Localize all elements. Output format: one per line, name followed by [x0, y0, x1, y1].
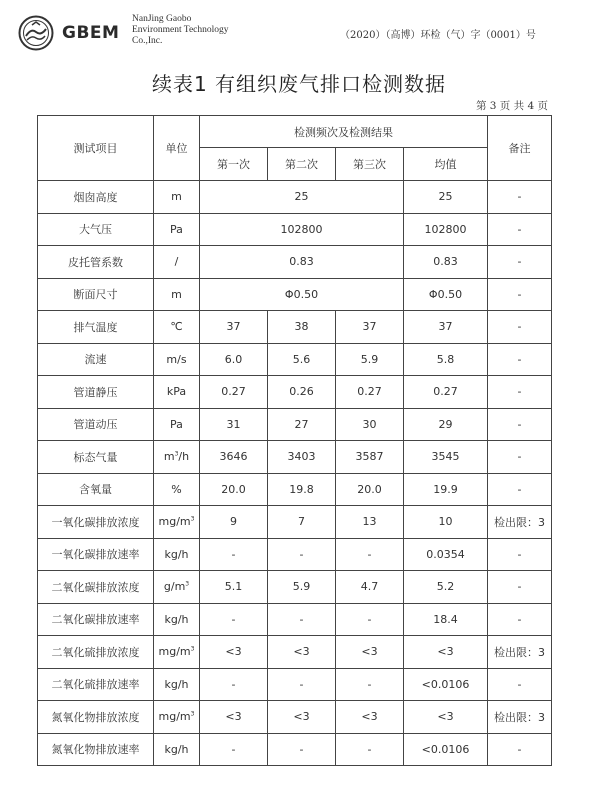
- table-row: [38, 408, 552, 441]
- table-row: [38, 603, 552, 636]
- cell-first: 31: [200, 408, 268, 441]
- cell-item: 大气压: [38, 213, 154, 246]
- cell-second: 0.26: [268, 376, 336, 409]
- cell-unit: kPa: [154, 376, 200, 409]
- cell-unit: kg/h: [154, 538, 200, 571]
- cell-second: <3: [268, 636, 336, 669]
- unit-base: mg/m: [158, 710, 191, 724]
- cell-second: 3403: [268, 441, 336, 474]
- cell-average: Φ0.50: [404, 278, 488, 311]
- cell-note: -: [488, 668, 552, 701]
- cell-item: 管道静压: [38, 376, 154, 409]
- unit-superscript: 3: [185, 580, 190, 588]
- unit-superscript: 3: [190, 645, 195, 653]
- cell-second: -: [268, 668, 336, 701]
- cell-note: 检出限：3: [488, 636, 552, 669]
- cell-second: 27: [268, 408, 336, 441]
- cell-average: 0.0354: [404, 538, 488, 571]
- cell-first: -: [200, 603, 268, 636]
- unit-base: mg/m: [158, 645, 191, 659]
- cell-note: 检出限：3: [488, 506, 552, 539]
- cell-item: 标态气量: [38, 441, 154, 474]
- cell-first: <3: [200, 636, 268, 669]
- cell-note: -: [488, 246, 552, 279]
- emission-data-table: [37, 115, 552, 766]
- company-name-line2: Environment Technology: [132, 25, 229, 35]
- cell-average: 0.83: [404, 246, 488, 279]
- cell-second: 5.6: [268, 343, 336, 376]
- cell-item: 一氧化碳排放速率: [38, 538, 154, 571]
- cell-merged-value: 102800: [200, 213, 404, 246]
- cell-average: 3545: [404, 441, 488, 474]
- cell-average: 102800: [404, 213, 488, 246]
- cell-second: -: [268, 733, 336, 766]
- company-name-line1: NanJing Gaobo: [132, 14, 192, 24]
- unit-base: mg/m: [158, 515, 191, 529]
- header-unit: 单位: [154, 116, 200, 181]
- cell-average: 5.2: [404, 571, 488, 604]
- table-row: [38, 278, 552, 311]
- cell-first: 20.0: [200, 473, 268, 506]
- cell-second: <3: [268, 701, 336, 734]
- page-title: 续表1 有组织废气排口检测数据: [151, 72, 447, 96]
- unit-base: g/m: [163, 580, 186, 594]
- header-results: 检测频次及检测结果: [200, 116, 488, 148]
- table-row: [38, 701, 552, 734]
- table-row: [38, 311, 552, 344]
- cell-third: 5.9: [336, 343, 404, 376]
- cell-note: -: [488, 311, 552, 344]
- cell-third: -: [336, 668, 404, 701]
- cell-unit: m/s: [154, 343, 200, 376]
- table-row: [38, 343, 552, 376]
- table-row: [38, 571, 552, 604]
- unit-base: m: [163, 450, 175, 464]
- cell-average: 25: [404, 181, 488, 214]
- unit-tail: /h: [178, 450, 190, 464]
- cell-first: -: [200, 733, 268, 766]
- cell-item: 皮托管系数: [38, 246, 154, 279]
- cell-note: -: [488, 441, 552, 474]
- cell-unit: /: [154, 246, 200, 279]
- company-logo-icon: [18, 15, 54, 51]
- cell-average: 29: [404, 408, 488, 441]
- logo-text: GBEM: [62, 23, 120, 43]
- cell-unit: [154, 571, 200, 604]
- cell-second: 7: [268, 506, 336, 539]
- cell-item: 二氧化硫排放浓度: [38, 636, 154, 669]
- cell-first: -: [200, 538, 268, 571]
- subheader-second: 第二次: [268, 148, 336, 181]
- report-number: （2020）（高博）环检（气）字（0001）号: [340, 30, 536, 41]
- cell-third: -: [336, 733, 404, 766]
- cell-third: 37: [336, 311, 404, 344]
- cell-unit: [154, 506, 200, 539]
- unit-superscript: 3: [190, 710, 195, 718]
- cell-note: -: [488, 733, 552, 766]
- cell-second: -: [268, 603, 336, 636]
- table-row: [38, 668, 552, 701]
- cell-average: 5.8: [404, 343, 488, 376]
- cell-third: <3: [336, 701, 404, 734]
- cell-third: -: [336, 603, 404, 636]
- cell-second: 19.8: [268, 473, 336, 506]
- cell-unit: kg/h: [154, 733, 200, 766]
- company-name-line3: Co.,Inc.: [132, 36, 163, 46]
- cell-average: 37: [404, 311, 488, 344]
- cell-average: <3: [404, 636, 488, 669]
- cell-third: 3587: [336, 441, 404, 474]
- cell-second: 5.9: [268, 571, 336, 604]
- cell-first: 6.0: [200, 343, 268, 376]
- cell-note: -: [488, 213, 552, 246]
- cell-first: 9: [200, 506, 268, 539]
- unit-superscript: 3: [174, 450, 179, 458]
- cell-unit: Pa: [154, 408, 200, 441]
- cell-note: -: [488, 538, 552, 571]
- cell-unit: ℃: [154, 311, 200, 344]
- cell-unit: kg/h: [154, 603, 200, 636]
- cell-unit: [154, 701, 200, 734]
- cell-item: 烟囱高度: [38, 181, 154, 214]
- table-header-row: [38, 116, 552, 148]
- cell-unit: [154, 636, 200, 669]
- cell-item: 二氧化碳排放速率: [38, 603, 154, 636]
- cell-first: 5.1: [200, 571, 268, 604]
- cell-item: 氮氧化物排放浓度: [38, 701, 154, 734]
- cell-first: <3: [200, 701, 268, 734]
- cell-item: 排气温度: [38, 311, 154, 344]
- cell-merged-value: 0.83: [200, 246, 404, 279]
- cell-unit: Pa: [154, 213, 200, 246]
- subheader-third: 第三次: [336, 148, 404, 181]
- table-row: [38, 538, 552, 571]
- table-row: [38, 733, 552, 766]
- cell-note: -: [488, 181, 552, 214]
- cell-first: -: [200, 668, 268, 701]
- cell-merged-value: Φ0.50: [200, 278, 404, 311]
- cell-item: 一氧化碳排放浓度: [38, 506, 154, 539]
- cell-first: 0.27: [200, 376, 268, 409]
- header-item: 测试项目: [38, 116, 154, 181]
- company-name: [132, 14, 229, 47]
- table-row: [38, 506, 552, 539]
- cell-average: <0.0106: [404, 668, 488, 701]
- header-note: 备注: [488, 116, 552, 181]
- unit-superscript: 3: [190, 515, 195, 523]
- cell-item: 管道动压: [38, 408, 154, 441]
- cell-merged-value: 25: [200, 181, 404, 214]
- subheader-average: 均值: [404, 148, 488, 181]
- cell-average: 0.27: [404, 376, 488, 409]
- cell-average: 19.9: [404, 473, 488, 506]
- cell-note: 检出限：3: [488, 701, 552, 734]
- cell-average: <0.0106: [404, 733, 488, 766]
- cell-item: 断面尺寸: [38, 278, 154, 311]
- cell-third: 13: [336, 506, 404, 539]
- cell-note: -: [488, 376, 552, 409]
- cell-note: -: [488, 343, 552, 376]
- cell-third: -: [336, 538, 404, 571]
- cell-third: 0.27: [336, 376, 404, 409]
- table-row: [38, 636, 552, 669]
- cell-item: 二氧化硫排放速率: [38, 668, 154, 701]
- cell-item: 含氧量: [38, 473, 154, 506]
- cell-average: 18.4: [404, 603, 488, 636]
- cell-third: 30: [336, 408, 404, 441]
- cell-unit: %: [154, 473, 200, 506]
- table-row: [38, 441, 552, 474]
- cell-third: 4.7: [336, 571, 404, 604]
- table-row: [38, 473, 552, 506]
- cell-second: -: [268, 538, 336, 571]
- cell-item: 氮氧化物排放速率: [38, 733, 154, 766]
- cell-note: -: [488, 603, 552, 636]
- cell-note: -: [488, 408, 552, 441]
- cell-unit: m: [154, 181, 200, 214]
- cell-note: -: [488, 278, 552, 311]
- cell-item: 二氧化碳排放浓度: [38, 571, 154, 604]
- subheader-first: 第一次: [200, 148, 268, 181]
- table-row: [38, 246, 552, 279]
- table-row: [38, 376, 552, 409]
- page-number: 第 3 页 共 4 页: [475, 100, 548, 112]
- cell-average: 10: [404, 506, 488, 539]
- cell-unit: m: [154, 278, 200, 311]
- cell-third: <3: [336, 636, 404, 669]
- table-row: [38, 181, 552, 214]
- cell-second: 38: [268, 311, 336, 344]
- cell-note: -: [488, 473, 552, 506]
- cell-first: 37: [200, 311, 268, 344]
- cell-unit: kg/h: [154, 668, 200, 701]
- cell-item: 流速: [38, 343, 154, 376]
- cell-unit: [154, 441, 200, 474]
- table-row: [38, 213, 552, 246]
- cell-first: 3646: [200, 441, 268, 474]
- cell-third: 20.0: [336, 473, 404, 506]
- cell-average: <3: [404, 701, 488, 734]
- cell-note: -: [488, 571, 552, 604]
